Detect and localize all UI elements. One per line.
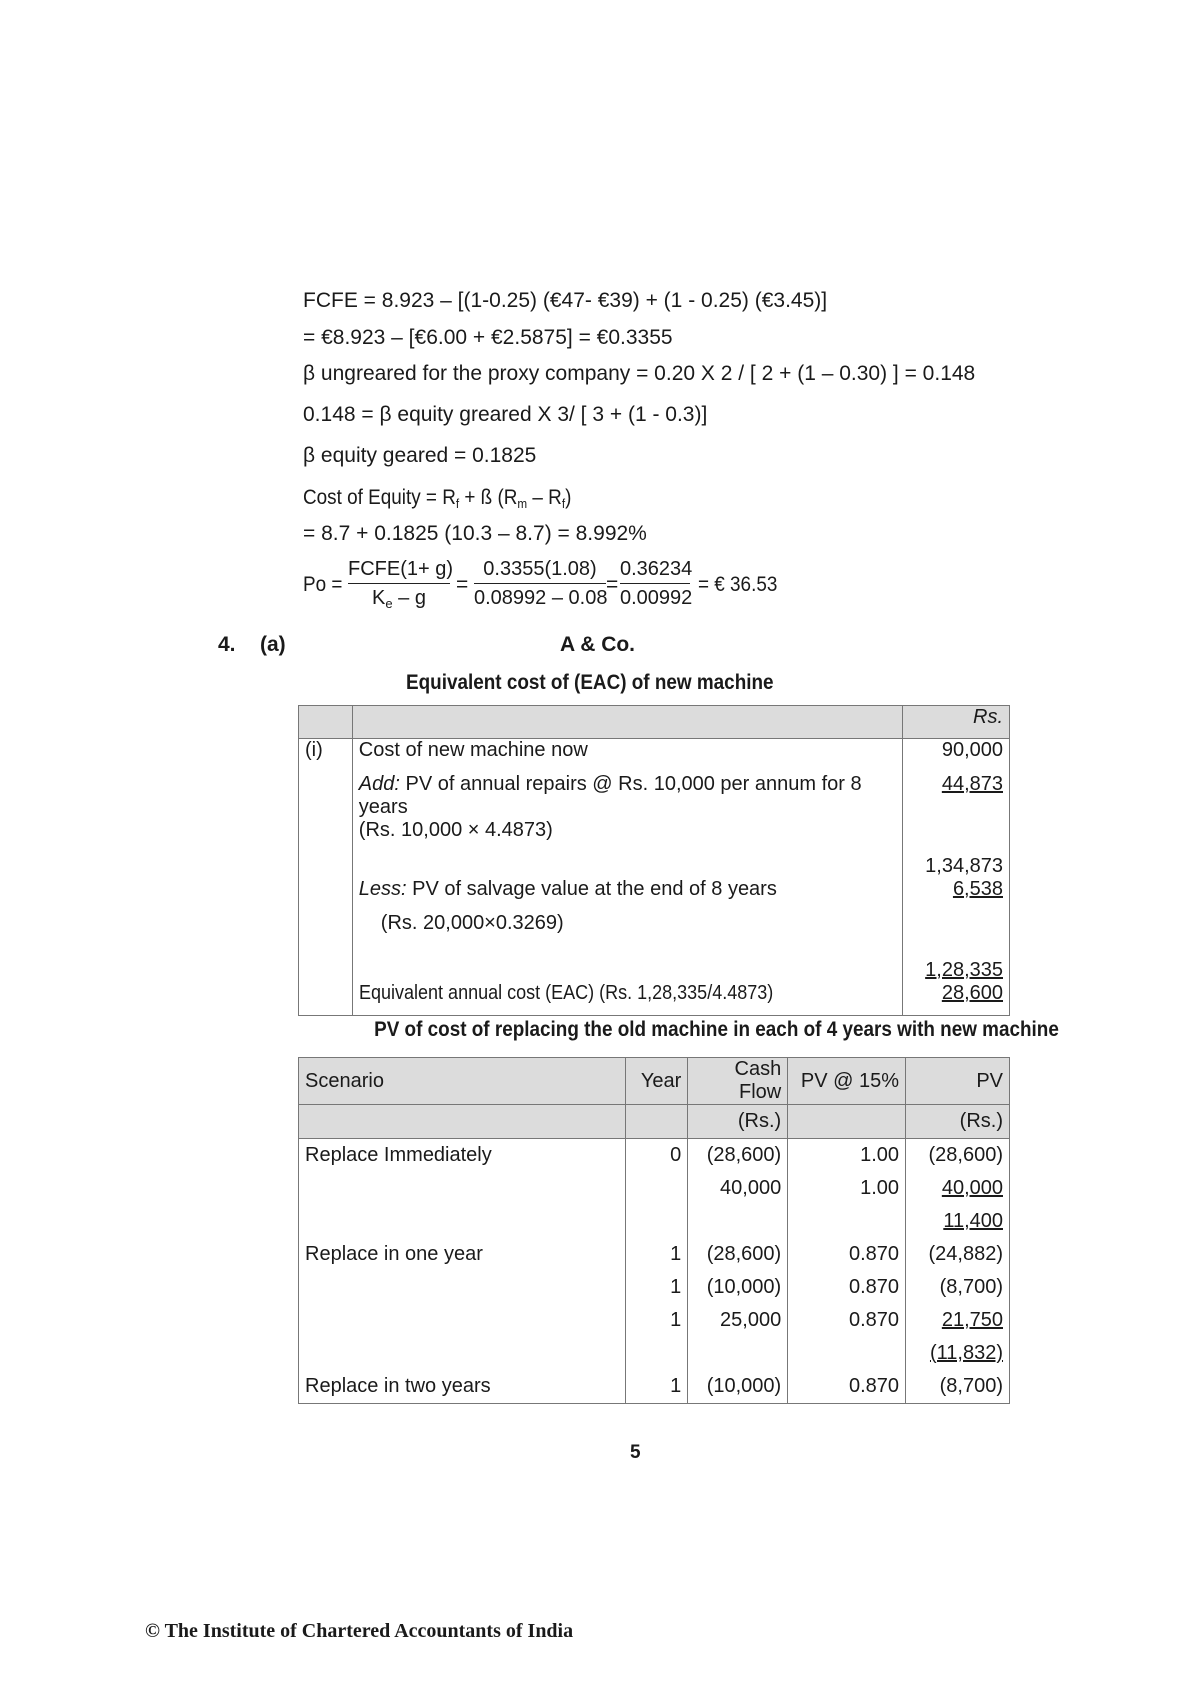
eac-row bbox=[299, 912, 1010, 946]
pv-value: (8,700) bbox=[906, 1370, 1010, 1404]
pv-factor: 0.870 bbox=[788, 1370, 906, 1404]
pv-value: (24,882) bbox=[906, 1238, 1010, 1271]
pv-factor: 0.870 bbox=[788, 1238, 906, 1271]
cost-of-equity-calculation: = 8.7 + 0.1825 (10.3 – 8.7) = 8.992% bbox=[303, 522, 647, 545]
pv-year: 1 bbox=[626, 1271, 688, 1304]
pv-factor: 1.00 bbox=[788, 1172, 906, 1205]
table-row bbox=[299, 1205, 1010, 1238]
pv-table bbox=[298, 1057, 1010, 1404]
pv-value: (8,700) bbox=[906, 1271, 1010, 1304]
eac-header-cell bbox=[352, 706, 902, 739]
pv-year: 1 bbox=[626, 1238, 688, 1271]
eac-row-text: Cost of new machine now bbox=[352, 739, 902, 773]
footer-copyright: © The Institute of Chartered Accountants of India bbox=[145, 1620, 574, 1642]
beta-equity-equation-line: 0.148 = β equity greared X 3/ [ 3 + (1 - 0.3)] bbox=[303, 403, 708, 426]
eac-row bbox=[299, 982, 1010, 1016]
question-part: (a) bbox=[260, 633, 286, 656]
po-equals-1: = bbox=[456, 573, 469, 596]
pv-cash-flow: (10,000) bbox=[688, 1370, 788, 1404]
table-row bbox=[299, 1139, 1010, 1173]
beta-equity-geared-line: β equity geared = 0.1825 bbox=[303, 444, 537, 467]
pv-value: 40,000 bbox=[906, 1172, 1010, 1205]
eac-row bbox=[299, 842, 1010, 878]
fcfe-result-line: = €8.923 – [€6.00 + €2.5875] = €0.3355 bbox=[303, 326, 673, 349]
table-row bbox=[299, 1304, 1010, 1337]
eac-table bbox=[298, 705, 1010, 1016]
po-result: = € 36.53 bbox=[698, 573, 778, 596]
pv-scenario: Replace Immediately bbox=[299, 1139, 626, 1173]
beta-ungeared-line: β ungreared for the proxy company = 0.20 X 2 / [ 2 + (1 – 0.30) ] = 0.148 bbox=[303, 362, 976, 385]
eac-row-value: 6,538 bbox=[903, 878, 1010, 912]
pv-subtotal: 11,400 bbox=[906, 1205, 1010, 1238]
eac-row-text: (Rs. 20,000×0.3269) bbox=[352, 912, 902, 946]
pv-header-cash-flow: Cash Flow bbox=[688, 1058, 788, 1105]
eac-row-value: 44,873 bbox=[903, 773, 1010, 842]
pv-cash-flow: (28,600) bbox=[688, 1238, 788, 1271]
po-fraction-2: 0.3355(1.08) 0.08992 – 0.08 bbox=[474, 558, 608, 609]
pv-cash-flow: (10,000) bbox=[688, 1271, 788, 1304]
pv-year: 0 bbox=[626, 1139, 688, 1173]
eac-row bbox=[299, 773, 1010, 842]
pv-header-scenario: Scenario bbox=[299, 1058, 626, 1105]
pv-cash-flow: (28,600) bbox=[688, 1139, 788, 1173]
table-row bbox=[299, 1172, 1010, 1205]
table-row bbox=[299, 1370, 1010, 1404]
eac-row-text: Less: PV of salvage value at the end of 8 years bbox=[352, 878, 902, 912]
pv-factor: 0.870 bbox=[788, 1304, 906, 1337]
table-row bbox=[299, 1337, 1010, 1370]
po-equals-2: = bbox=[606, 573, 619, 596]
eac-row-value: 1,28,335 bbox=[903, 946, 1010, 982]
pv-cash-flow: 25,000 bbox=[688, 1304, 788, 1337]
pv-header-pv: PV bbox=[906, 1058, 1010, 1105]
pv-factor: 0.870 bbox=[788, 1271, 906, 1304]
eac-item-label: (i) bbox=[299, 739, 353, 773]
eac-row-text: Add: PV of annual repairs @ Rs. 10,000 per annum for 8 years (Rs. 10,000 × 4.4873) bbox=[352, 773, 902, 842]
fcfe-formula-line: FCFE = 8.923 – [(1-0.25) (€47- €39) + (1 - 0.25) (€3.45)] bbox=[303, 289, 828, 312]
pv-units-row bbox=[299, 1105, 1010, 1139]
eac-row-value: 90,000 bbox=[903, 739, 1010, 773]
eac-header-row bbox=[299, 706, 1010, 739]
pv-header-year: Year bbox=[626, 1058, 688, 1105]
pv-unit-cash-flow: (Rs.) bbox=[688, 1105, 788, 1139]
eac-row bbox=[299, 878, 1010, 912]
pv-title: PV of cost of replacing the old machine in each of 4 years with new machine bbox=[374, 1018, 1059, 1041]
eac-row-value: 1,34,873 bbox=[903, 842, 1010, 878]
pv-year: 1 bbox=[626, 1304, 688, 1337]
eac-row bbox=[299, 739, 1010, 773]
page-number: 5 bbox=[630, 1442, 641, 1463]
pv-scenario: Replace in one year bbox=[299, 1238, 626, 1271]
eac-row-text: Equivalent annual cost (EAC) (Rs. 1,28,335/4.4873) bbox=[352, 982, 902, 1016]
eac-title: Equivalent cost of (EAC) of new machine bbox=[405, 671, 774, 694]
table-row bbox=[299, 1271, 1010, 1304]
eac-header-cell bbox=[299, 706, 353, 739]
po-fraction-3: 0.36234 0.00992 bbox=[620, 558, 693, 609]
pv-value: (28,600) bbox=[906, 1139, 1010, 1173]
pv-value: 21,750 bbox=[906, 1304, 1010, 1337]
pv-subtotal: (11,832) bbox=[906, 1337, 1010, 1370]
pv-unit-pv: (Rs.) bbox=[906, 1105, 1010, 1139]
po-fraction-1: FCFE(1+ g) $K_e$ – g bbox=[348, 558, 454, 611]
pv-scenario: Replace in two years bbox=[299, 1370, 626, 1404]
eac-currency-header: Rs. bbox=[903, 706, 1010, 739]
eac-row-value: 28,600 bbox=[903, 982, 1010, 1016]
pv-cash-flow: 40,000 bbox=[688, 1172, 788, 1205]
pv-header-row bbox=[299, 1058, 1010, 1105]
question-number: 4. bbox=[218, 633, 236, 656]
pv-factor: 1.00 bbox=[788, 1139, 906, 1173]
eac-row bbox=[299, 946, 1010, 982]
table-row bbox=[299, 1238, 1010, 1271]
pv-year: 1 bbox=[626, 1370, 688, 1404]
po-label: Po = bbox=[303, 573, 343, 596]
pv-header-pv-factor: PV @ 15% bbox=[788, 1058, 906, 1105]
company-title: A & Co. bbox=[559, 633, 636, 656]
cost-of-equity-formula: Cost of Equity = $R_f$ + ß $(R_m - R_f)$ bbox=[303, 486, 572, 511]
